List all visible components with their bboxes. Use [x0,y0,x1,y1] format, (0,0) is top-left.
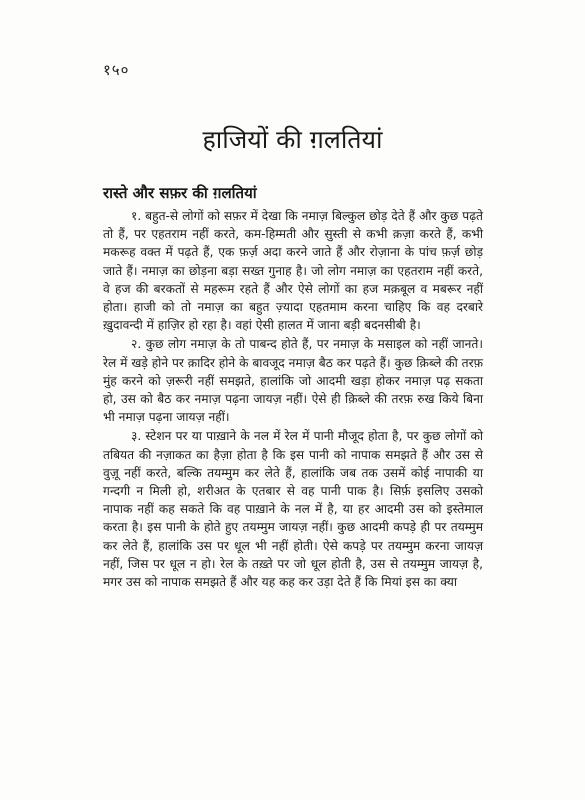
paragraph-1: १. बहुत-से लोगों को सफ़र में देखा कि नमाज़ बिल्कुल छोड़ देते हैं और कुछ पढ़ते तो हैं, पर एहतराम नहीं करते, कम-हिम्मती और सुस्ती से कभी क़ज़ा करते हैं, कभी मकरूह वक्त में पढ़ते हैं, एक फ़र्ज़ अदा करने जाते हैं और रोज़ाना के पांच फ़र्ज़ छोड़ जाते हैं। नमाज़ का छोड़ना बड़ा सख्त गुनाह है। जो लोग नमाज़ का एहतराम नहीं करते, वे हज की बरकतों से महरूम रहते हैं और ऐसे लोगों का हज मक़बूल व मबरूर नहीं होता। हाजी को तो नमाज़ का बहुत ज़्यादा एहतमाम करना चाहिए कि वह दरबारे ख़ुदावन्दी में हाज़िर हो रहा है। वहां ऐसी हालत में जाना बड़ी बदनसीबी है। [103,209,483,333]
paragraph-2: २. कुछ लोग नमाज़ के तो पाबन्द होते हैं, पर नमाज़ के मसाइल को नहीं जानते। रेल में खड़े होने पर क़ादिर होने के बावजूद नमाज़ बैठ कर पढ़ते हैं। कुछ क़िब्ले की तरफ़ मुंह करने को ज़रूरी नहीं समझते, हालांकि जो आदमी खड़ा होकर नमाज़ पढ़ सकता हो, उस को बैठ कर नमाज़ पढ़ना जायज़ नहीं। ऐसे ही क़िब्ले की तरफ़ रुख किये बिना भी नमाज़ पढ़ना जायज़ नहीं। [103,337,483,425]
body-text [103,207,483,591]
section-heading: रास्ते और सफ़र की ग़लतियां [103,184,257,202]
page-number: १५० [103,61,130,79]
chapter-title: हाजियों की ग़लतियां [202,125,383,154]
paragraph-3: ३. स्टेशन पर या पाख़ाने के नल में रेल में पानी मौजूद होता है, पर कुछ लोगों को तबियत की नज़ाकत का हैज़ा होता है कि इस पानी को नापाक समझते हैं और उस से वुज़ू नहीं करते, बल्कि तयम्मुम कर लेते हैं, हालांकि जब तक उसमें कोई नापाकी या गन्दगी न मिली हो, शरीअत के एतबार से वह पानी पाक है। सिर्फ़ इसलिए उसको नापाक नहीं कह सकते कि वह पाख़ाने के नल में है, या हर आदमी उस को इस्तेमाल करता है। इस पानी के होते हुए तयम्मुम जायज़ नहीं। कुछ आदमी कपड़े ही पर तयम्मुम कर लेते हैं, हालांकि उस पर धूल भी नहीं होती। ऐसे कपड़े पर तयम्मुम करना जायज़ नहीं, जिस पर धूल न हो। रेल के तख़्ते पर जो धूल होती है, उस से तयम्मुम जायज़ है, मगर उस को नापाक समझते हैं और यह कह कर उड़ा देते हैं कि मियां इस का क्या [103,429,483,590]
